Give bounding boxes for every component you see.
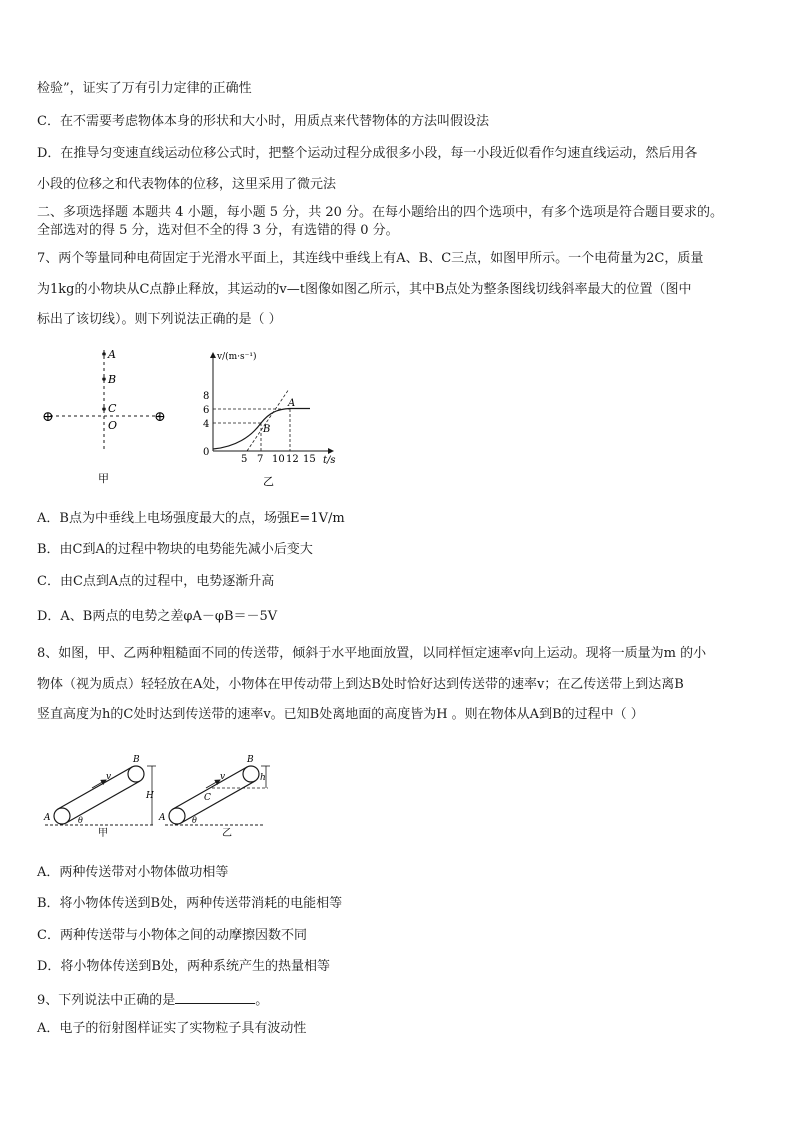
- y-axis-label: v/(m·s⁻¹): [217, 352, 257, 362]
- svg-text:B: B: [133, 755, 140, 765]
- conveyor-jia: [43, 755, 156, 839]
- x-tick: 15: [303, 454, 316, 465]
- q7-option-b: B．由C到A的过程中物块的电势能先减小后变大: [37, 542, 313, 557]
- q7-option-c: C．由C点到A点的过程中，电势逐渐升高: [37, 574, 275, 589]
- x-tick: 12: [286, 454, 299, 465]
- svg-text:θ: θ: [78, 816, 83, 825]
- q7-option-a: A．B点为中垂线上电场强度最大的点，场强E=1V/m: [37, 511, 345, 526]
- q8-stem-2: 物体（视为质点）轻轻放在A处，小物体在甲传动带上到达B处时恰好达到传送带的速率v；在乙传送带上到达离B: [37, 677, 684, 692]
- figure-yi-vt-graph: [195, 345, 355, 495]
- q7-stem-3: 标出了该切线）。则下列说法正确的是（ ）: [37, 312, 282, 327]
- q8-option-b: B．将小物体传送到B处，两种传送带消耗的电能相等: [37, 896, 343, 911]
- q8-option-d: D．将小物体传送到B处，两种系统产生的热量相等: [37, 959, 330, 974]
- svg-text:B: B: [247, 755, 254, 765]
- q7-stem-1: 7、两个等量同种电荷固定于光滑水平面上，其连线中垂线上有A、B、C三点，如图甲所示。一个电荷量为2C，质量: [37, 251, 704, 266]
- figure-jia: [38, 342, 168, 492]
- label-b: B: [108, 373, 117, 386]
- conveyor-yi: [158, 755, 270, 839]
- label-a: A: [108, 348, 116, 361]
- svg-text:乙: 乙: [222, 828, 232, 839]
- caption-jia: 甲: [98, 472, 109, 485]
- text-line: 检验”，证实了万有引力定律的正确性: [37, 81, 252, 96]
- q8-stem-1: 8、如图，甲、乙两种粗糙面不同的传送带，倾斜于水平地面放置，以同样恒定速率v向上运动。现将一质量为m 的小: [37, 646, 707, 661]
- x-tick: 7: [257, 454, 264, 465]
- svg-text:H: H: [146, 791, 154, 801]
- q7-stem-2: 为1kg的小物块从C点静止释放，其运动的v—t图像如图乙所示，其中B点处为整条图线切线斜率最大的位置（图中: [37, 282, 692, 297]
- label-o: O: [108, 419, 118, 432]
- x-axis-label: t/s: [323, 455, 336, 466]
- svg-text:v: v: [106, 772, 112, 782]
- tangent-line: [247, 389, 289, 451]
- svg-text:v: v: [220, 772, 226, 782]
- svg-text:h: h: [260, 773, 266, 783]
- q9-stem: [37, 989, 268, 1010]
- svg-text:A: A: [159, 813, 166, 823]
- point-a-label: A: [288, 398, 296, 409]
- charge-right-icon: ⊕: [154, 409, 166, 425]
- section-heading: 二、多项选择题 本题共 4 小题，每小题 5 分，共 20 分。在每小题给出的四个选项中，有多个选项是符合题目要求的。: [37, 205, 724, 220]
- q9-suffix: 。: [255, 993, 269, 1008]
- vt-curve: [213, 409, 310, 450]
- q8-option-c: C．两种传送带与小物体之间的动摩擦因数不同: [37, 928, 307, 943]
- svg-text:C: C: [204, 793, 211, 803]
- svg-text:甲: 甲: [98, 828, 108, 839]
- option-d: D．在推导匀变速直线运动位移公式时，把整个运动过程分成很多小段，每一小段近似看作匀速直线运动，然后用各: [37, 146, 698, 161]
- section-heading-cont: 全部选对的得 5 分，选对但不全的得 3 分，有选错的得 0 分。: [37, 223, 399, 238]
- q9-option-a: A．电子的衍射图样证实了实物粒子具有波动性: [37, 1021, 307, 1036]
- point-b-label: B: [263, 424, 271, 435]
- caption-yi: 乙: [263, 475, 274, 488]
- q7-option-d: D．A、B两点的电势之差φA－φB＝－5V: [37, 609, 278, 624]
- x-tick: 5: [241, 454, 248, 465]
- q8-stem-3: 竖直高度为h的C处时达到传送带的速率v。已知B处离地面的高度皆为H 。则在物体从A到B的过程中（ ）: [37, 707, 644, 722]
- svg-text:A: A: [44, 813, 51, 823]
- svg-text:θ: θ: [192, 816, 197, 825]
- x-tick: 10: [272, 454, 285, 465]
- charge-left-icon: ⊕: [42, 409, 54, 425]
- y-tick: 6: [203, 405, 210, 416]
- answer-blank: [175, 989, 255, 1004]
- option-c: C．在不需要考虑物体本身的形状和大小时，用质点来代替物体的方法叫假设法: [37, 114, 489, 129]
- y-tick: 4: [203, 419, 210, 430]
- option-d-cont: 小段的位移之和代表物体的位移，这里采用了微元法: [37, 177, 337, 192]
- y-tick: 0: [203, 447, 210, 458]
- y-tick: 8: [203, 391, 210, 402]
- figure-conveyors: [40, 748, 270, 840]
- label-c: C: [108, 402, 117, 415]
- q9-prefix: 9、下列说法中正确的是: [37, 993, 176, 1008]
- q8-option-a: A．两种传送带对小物体做功相等: [37, 865, 229, 880]
